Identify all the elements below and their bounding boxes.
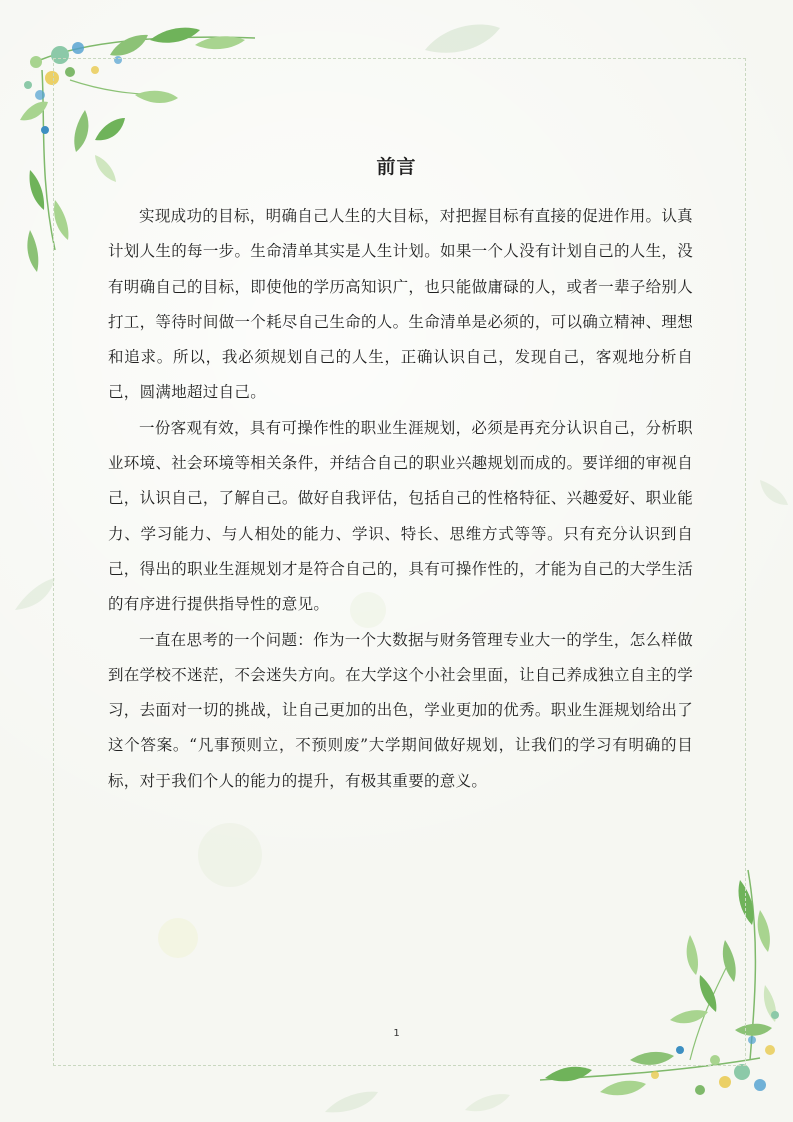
paragraph-2: 一份客观有效，具有可操作性的职业生涯规划，必须是再充分认识自己，分析职业环境、社会环境等相关条件，并结合自己的职业兴趣规划而成的。要详细的审视自己，认识自己，了解自己。做好自我评估，包括自己的性格特征、兴趣爱好、职业能力、学习能力、与人相处的能力、学识、特长、思维方式等等。只有充分认识到自己，得出的职业生涯规划才是符合自己的，具有可操作性的，才能为自己的大学生活的有序进行提供指导性的意见。 — [108, 418, 693, 614]
paragraph-1: 实现成功的目标，明确自己人生的大目标，对把握目标有直接的促进作用。认真计划人生的每一步。生命清单其实是人生计划。如果一个人没有计划自己的人生，没有明确自己的目标，即使他的学历高知识广，也只能做庸碌的人，或者一辈子给别人打工，等待时间做一个耗尽自己生命的人。生命清单是必须的，可以确立精神、理想和追求。所以，我必须规划自己的人生，正确认识自己，发现自己，客观地分析自己，圆满地超过自己。 — [108, 207, 693, 402]
page-number: 1 — [393, 1028, 400, 1039]
document-body — [108, 199, 693, 799]
page-title: 前言 — [376, 156, 417, 178]
paragraph-3: 一直在思考的一个问题：作为一个大数据与财务管理专业大一的学生，怎么样做到在学校不迷茫，不会迷失方向。在大学这个小社会里面，让自己养成独立自主的学习，去面对一切的挑战，让自己更加的出色，学业更加的优秀。职业生涯规划给出了这个答案。“凡事预则立，不预则废”大学期间做好规划，让我们的学习有明确的目标，对于我们个人的能力的提升，有极其重要的意义。 — [108, 630, 693, 790]
